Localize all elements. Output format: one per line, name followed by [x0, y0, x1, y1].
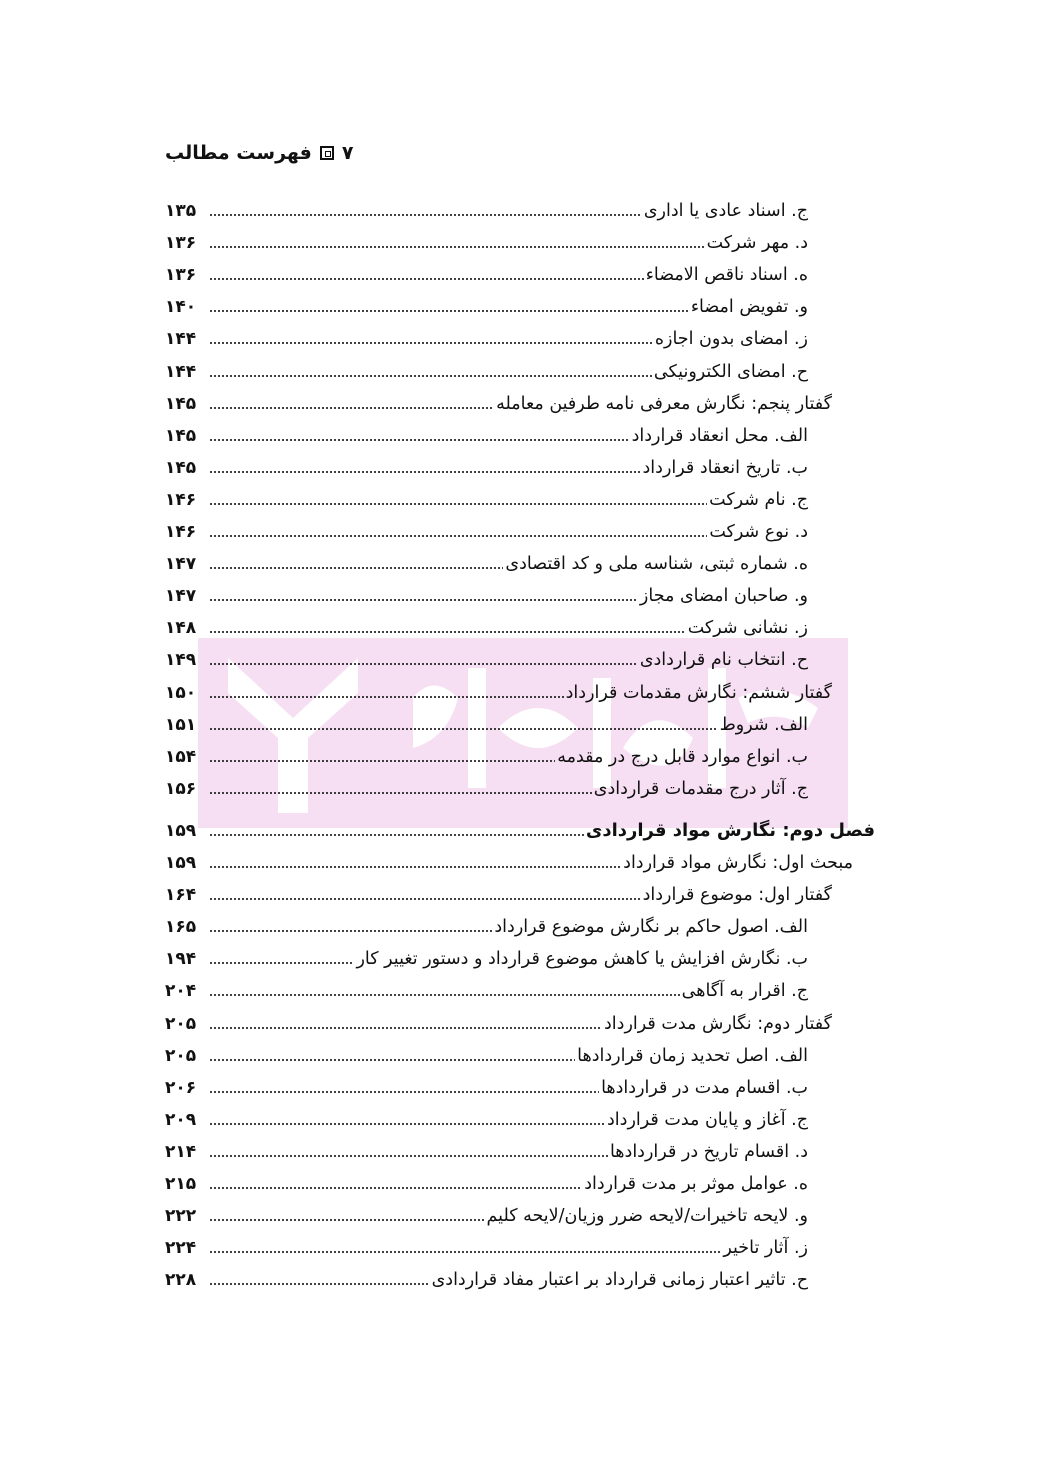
dot-leader: [209, 276, 644, 282]
toc-entry: [165, 228, 808, 258]
toc-entry-title: ح. تاثیر اعتبار زمانی قرارداد بر اعتبار مفاد قراردادی: [431, 1270, 808, 1291]
dot-leader: [209, 469, 641, 475]
dot-leader: [209, 928, 492, 934]
toc-entry-title: د. نوع شرکت: [709, 522, 808, 542]
page-number: ۷: [341, 142, 354, 164]
toc-entry-title: ب. انواع موارد قابل درج در مقدمه: [557, 746, 808, 767]
toc-entry-title: ح. انتخاب نام قراردادی: [639, 650, 808, 671]
toc-entry-title: د. مهر شرکت: [706, 233, 808, 254]
toc-entry-page: ۱۴۸: [165, 618, 197, 639]
toc-entry: [165, 678, 832, 708]
dot-leader: [209, 1281, 430, 1287]
toc-entry: [165, 453, 808, 483]
toc-entry: [165, 196, 808, 226]
dot-leader: [209, 340, 653, 346]
toc-entry-page: ۱۹۴: [165, 949, 197, 970]
toc-entry-page: ۲۱۵: [165, 1174, 197, 1194]
toc-entry: [165, 1073, 808, 1103]
toc-entry-title: ه. شماره ثبتی، شناسه ملی و کد اقتصادی: [505, 554, 808, 575]
dot-leader: [209, 790, 592, 796]
toc-entry-page: ۲۰۵: [165, 1013, 197, 1034]
toc-entry-page: ۱۴۴: [165, 361, 197, 382]
toc-entry: [165, 292, 808, 322]
dot-leader: [209, 1057, 575, 1063]
toc-entry-title: ب. اقسام مدت در قراردادها: [601, 1077, 808, 1098]
toc-entry-page: ۲۰۵: [165, 1045, 197, 1066]
dot-leader: [209, 992, 680, 998]
toc-entry: [165, 357, 808, 387]
toc-entry-page: ۱۳۵: [165, 201, 197, 221]
toc-entry-page: ۲۰۴: [165, 981, 197, 1002]
toc-entry: [165, 880, 832, 910]
dot-leader: [209, 758, 555, 764]
dot-leader: [209, 212, 642, 218]
toc-entry: [165, 816, 875, 846]
toc-entry-page: ۱۳۶: [165, 265, 197, 286]
toc-entry: [165, 742, 808, 772]
dot-leader: [209, 373, 652, 379]
dot-leader: [209, 405, 494, 411]
toc-entry: [165, 1265, 808, 1295]
dot-leader: [209, 565, 503, 571]
toc-entry-page: ۱۶۴: [165, 885, 197, 906]
dot-leader: [209, 1185, 582, 1191]
dot-leader: [209, 661, 638, 667]
toc-entry: [165, 1201, 808, 1231]
dot-leader: [209, 960, 354, 966]
toc-entry-title: گفتار ششم: نگارش مقدمات قرارداد: [565, 682, 832, 703]
dot-leader: [209, 629, 686, 635]
toc-entry-page: ۱۴۵: [165, 457, 197, 478]
toc-entry: [165, 1233, 808, 1263]
toc-entry-page: ۱۴۶: [165, 522, 197, 542]
toc-entry-page: ۲۲۲: [165, 1206, 197, 1227]
toc-entry-title: ز. نشانی شرکت: [687, 618, 808, 639]
toc-entry-page: ۱۴۷: [165, 586, 197, 607]
dot-leader: [209, 533, 707, 539]
dot-leader: [209, 1089, 599, 1095]
toc-entry: [165, 645, 808, 675]
toc-entry-title: ب. تاریخ انعقاد قرارداد: [642, 457, 808, 478]
toc-entry-page: ۱۴۵: [165, 425, 197, 446]
toc-entry-page: ۱۴۰: [165, 297, 197, 318]
dot-leader: [209, 308, 689, 314]
toc-entry-page: ۱۵۱: [165, 714, 197, 735]
toc-entry-title: ج. نام شرکت: [709, 489, 808, 510]
toc-entry: [165, 1105, 808, 1135]
dot-leader: [209, 244, 705, 250]
toc-entry-page: ۲۱۴: [165, 1141, 197, 1162]
toc-entry-title: فصل دوم: نگارش مواد قراردادی: [585, 819, 875, 841]
toc-entry: [165, 1169, 808, 1199]
toc-entry-title: گفتار پنجم: نگارش معرفی نامه طرفین معامله: [496, 393, 832, 414]
toc-entry: [165, 421, 808, 451]
toc-entry-page: ۲۰۶: [165, 1077, 197, 1098]
toc-entry-title: و. لایحه تاخیرات/لایحه ضرر وزیان/لایحه کلیم: [486, 1206, 808, 1227]
dot-leader: [209, 864, 621, 870]
toc-entry: [165, 324, 808, 354]
toc-entry: [165, 1041, 808, 1071]
dot-leader: [209, 832, 584, 838]
dot-leader: [209, 1153, 608, 1159]
toc-entry-page: ۲۲۴: [165, 1238, 197, 1259]
toc-entry-title: ب. نگارش افزایش یا کاهش موضوع قرارداد و دستور تغییر کار: [356, 949, 808, 970]
dot-leader: [209, 597, 638, 603]
toc-entry-title: ج. اقرار به آگاهی: [681, 981, 808, 1002]
toc-entry: [165, 774, 808, 804]
toc-entry-title: ز. امضای بدون اجازه: [654, 329, 808, 350]
toc-entry-title: گفتار اول: موضوع قرارداد: [642, 885, 832, 906]
toc-entry-title: و. صاحبان امضای مجاز: [639, 586, 808, 607]
toc-entry-page: ۱۵۹: [165, 853, 197, 873]
toc-entry-title: ج. آثار درج مقدمات قراردادی: [593, 778, 808, 799]
toc-entry-page: ۱۵۴: [165, 746, 197, 767]
dot-leader: [209, 694, 564, 700]
dot-leader: [209, 1121, 605, 1127]
toc-entry-page: ۲۲۸: [165, 1270, 197, 1291]
toc-entry-page: ۲۰۹: [165, 1109, 197, 1130]
toc-entry-title: الف. شروط: [719, 714, 808, 735]
toc-entry-page: ۱۶۵: [165, 917, 197, 938]
toc-entry: [165, 485, 808, 515]
toc-entry: [165, 517, 808, 547]
toc-entry: [165, 1137, 808, 1167]
dot-leader: [209, 726, 718, 732]
toc-entry-title: د. اقسام تاریخ در قراردادها: [609, 1141, 808, 1162]
toc-entry: [165, 260, 808, 290]
toc-entry: [165, 710, 808, 740]
toc-entry: [165, 976, 808, 1006]
toc-entry-page: ۱۵۶: [165, 778, 197, 799]
toc-entry-title: و. تفویض امضاء: [690, 297, 808, 318]
toc-entry-page: ۱۴۶: [165, 489, 197, 510]
toc-entry-page: ۱۵۹: [165, 820, 197, 841]
toc-entry-title: ج. اسناد عادی یا اداری: [643, 201, 808, 221]
toc-entry: [165, 848, 853, 878]
toc-entry: [165, 549, 808, 579]
toc-entry-page: ۱۴۹: [165, 650, 197, 671]
toc-entry-title: الف. محل انعقاد قرارداد: [631, 425, 808, 446]
toc-entry-title: مبحث اول: نگارش مواد قرارداد: [623, 853, 853, 873]
toc-entry-title: گفتار دوم: نگارش مدت قرارداد: [604, 1013, 832, 1034]
page-title: فهرست مطالب: [165, 142, 312, 164]
dot-leader: [209, 1217, 485, 1223]
dot-leader: [209, 437, 630, 443]
toc-entry: [165, 912, 808, 942]
toc-entry-page: ۱۴۴: [165, 329, 197, 350]
toc-entry-title: الف. اصول حاکم بر نگارش موضوع قرارداد: [494, 917, 808, 938]
toc-entry-title: ح. امضای الکترونیکی: [653, 361, 808, 382]
toc-entry: [165, 944, 808, 974]
toc-entry-page: ۱۴۵: [165, 393, 197, 414]
toc-entry: [165, 581, 808, 611]
toc-entry-page: ۱۵۰: [165, 682, 197, 703]
toc-entry-title: ه. عوامل موثر بر مدت قرارداد: [584, 1174, 808, 1194]
toc-entry-page: ۱۴۷: [165, 554, 197, 575]
toc-entry: [165, 389, 832, 419]
toc-entry-page: ۱۳۶: [165, 233, 197, 254]
toc-entry: [165, 1009, 832, 1039]
dot-leader: [209, 1025, 602, 1031]
dot-leader: [209, 1249, 721, 1255]
toc-entry-title: ز. آثار تاخیر: [723, 1238, 808, 1259]
dot-leader: [209, 896, 641, 902]
dot-leader: [209, 501, 707, 507]
toc-entry-title: الف. اصل تحدید زمان قراردادها: [577, 1045, 808, 1066]
toc-entry-title: ج. آغاز و پایان مدت قرارداد: [607, 1109, 808, 1130]
toc-entry: [165, 613, 808, 643]
toc-entry-title: ه. اسناد ناقص الامضاء: [645, 265, 808, 286]
